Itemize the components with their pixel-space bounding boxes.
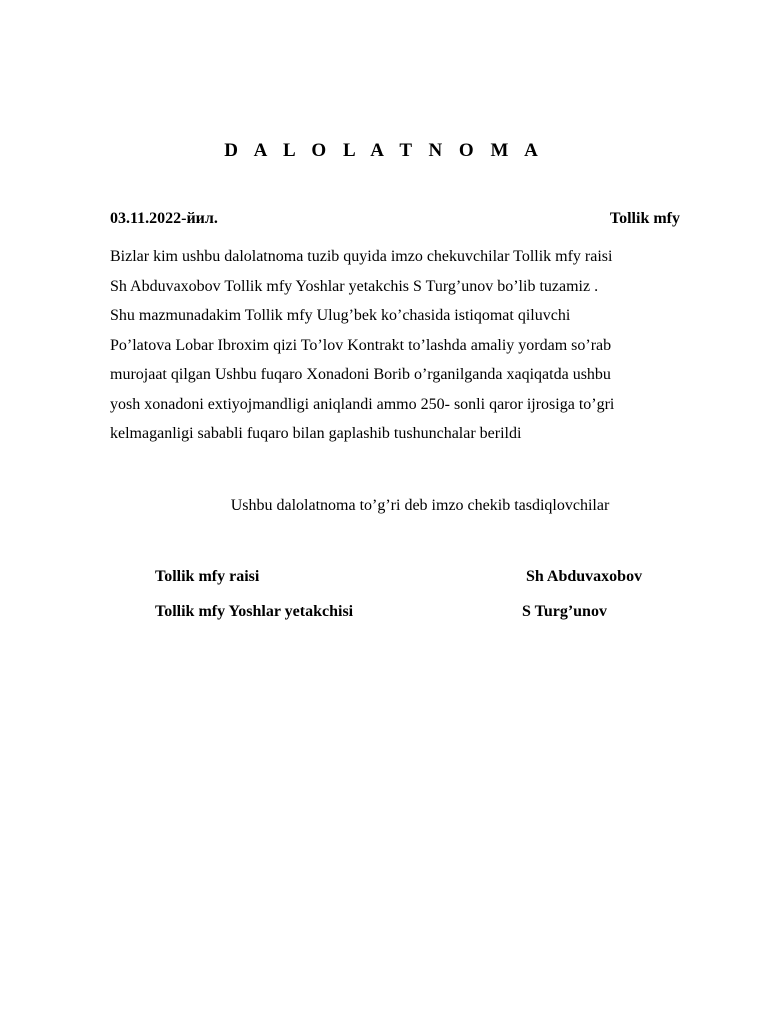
- body-line: kelmaganligi sababli fuqaro bilan gaplashib tushunchalar berildi: [110, 425, 522, 442]
- body-line: Sh Abduvaxobov Tollik mfy Yoshlar yetakchis S Turg’unov bo’lib tuzamiz .: [110, 277, 599, 295]
- body-line: Shu mazmunadakim Tollik mfy Ulug’bek ko’chasida istiqomat qiluvchi: [110, 307, 571, 324]
- date-location-row: [110, 210, 680, 228]
- signatory-role: Tollik mfy Yoshlar yetakchisi: [155, 603, 354, 620]
- document-title: D A L O L A T N O M A: [224, 140, 544, 161]
- confirmation-line: Ushbu dalolatnoma to’g’ri deb imzo chekib tasdiqlovchilar: [230, 497, 610, 514]
- body-line: Bizlar kim ushbu dalolatnoma tuzib quyida imzo chekuvchilar Tollik mfy raisi: [110, 248, 613, 265]
- body-line: Po’latova Lobar Ibroxim qizi To’lov Kontrakt to’lashda amaliy yordam so’rab: [110, 336, 612, 354]
- document-date: 03.11.2022-йил.: [110, 210, 218, 227]
- signatory-role: Tollik mfy raisi: [155, 568, 260, 585]
- document-body: [110, 242, 710, 449]
- body-line: yosh xonadoni extiyojmandligi aniqlandi ammo 250- sonli qaror ijrosiga to’gri: [110, 395, 615, 413]
- signatory-name: S Turg’unov: [522, 603, 607, 620]
- document-location: Tollik mfy: [609, 210, 680, 227]
- body-line: murojaat qilgan Ushbu fuqaro Xonadoni Borib o’rganilganda xaqiqatda ushbu: [110, 366, 611, 383]
- signatory-name: Sh Abduvaxobov: [526, 568, 643, 585]
